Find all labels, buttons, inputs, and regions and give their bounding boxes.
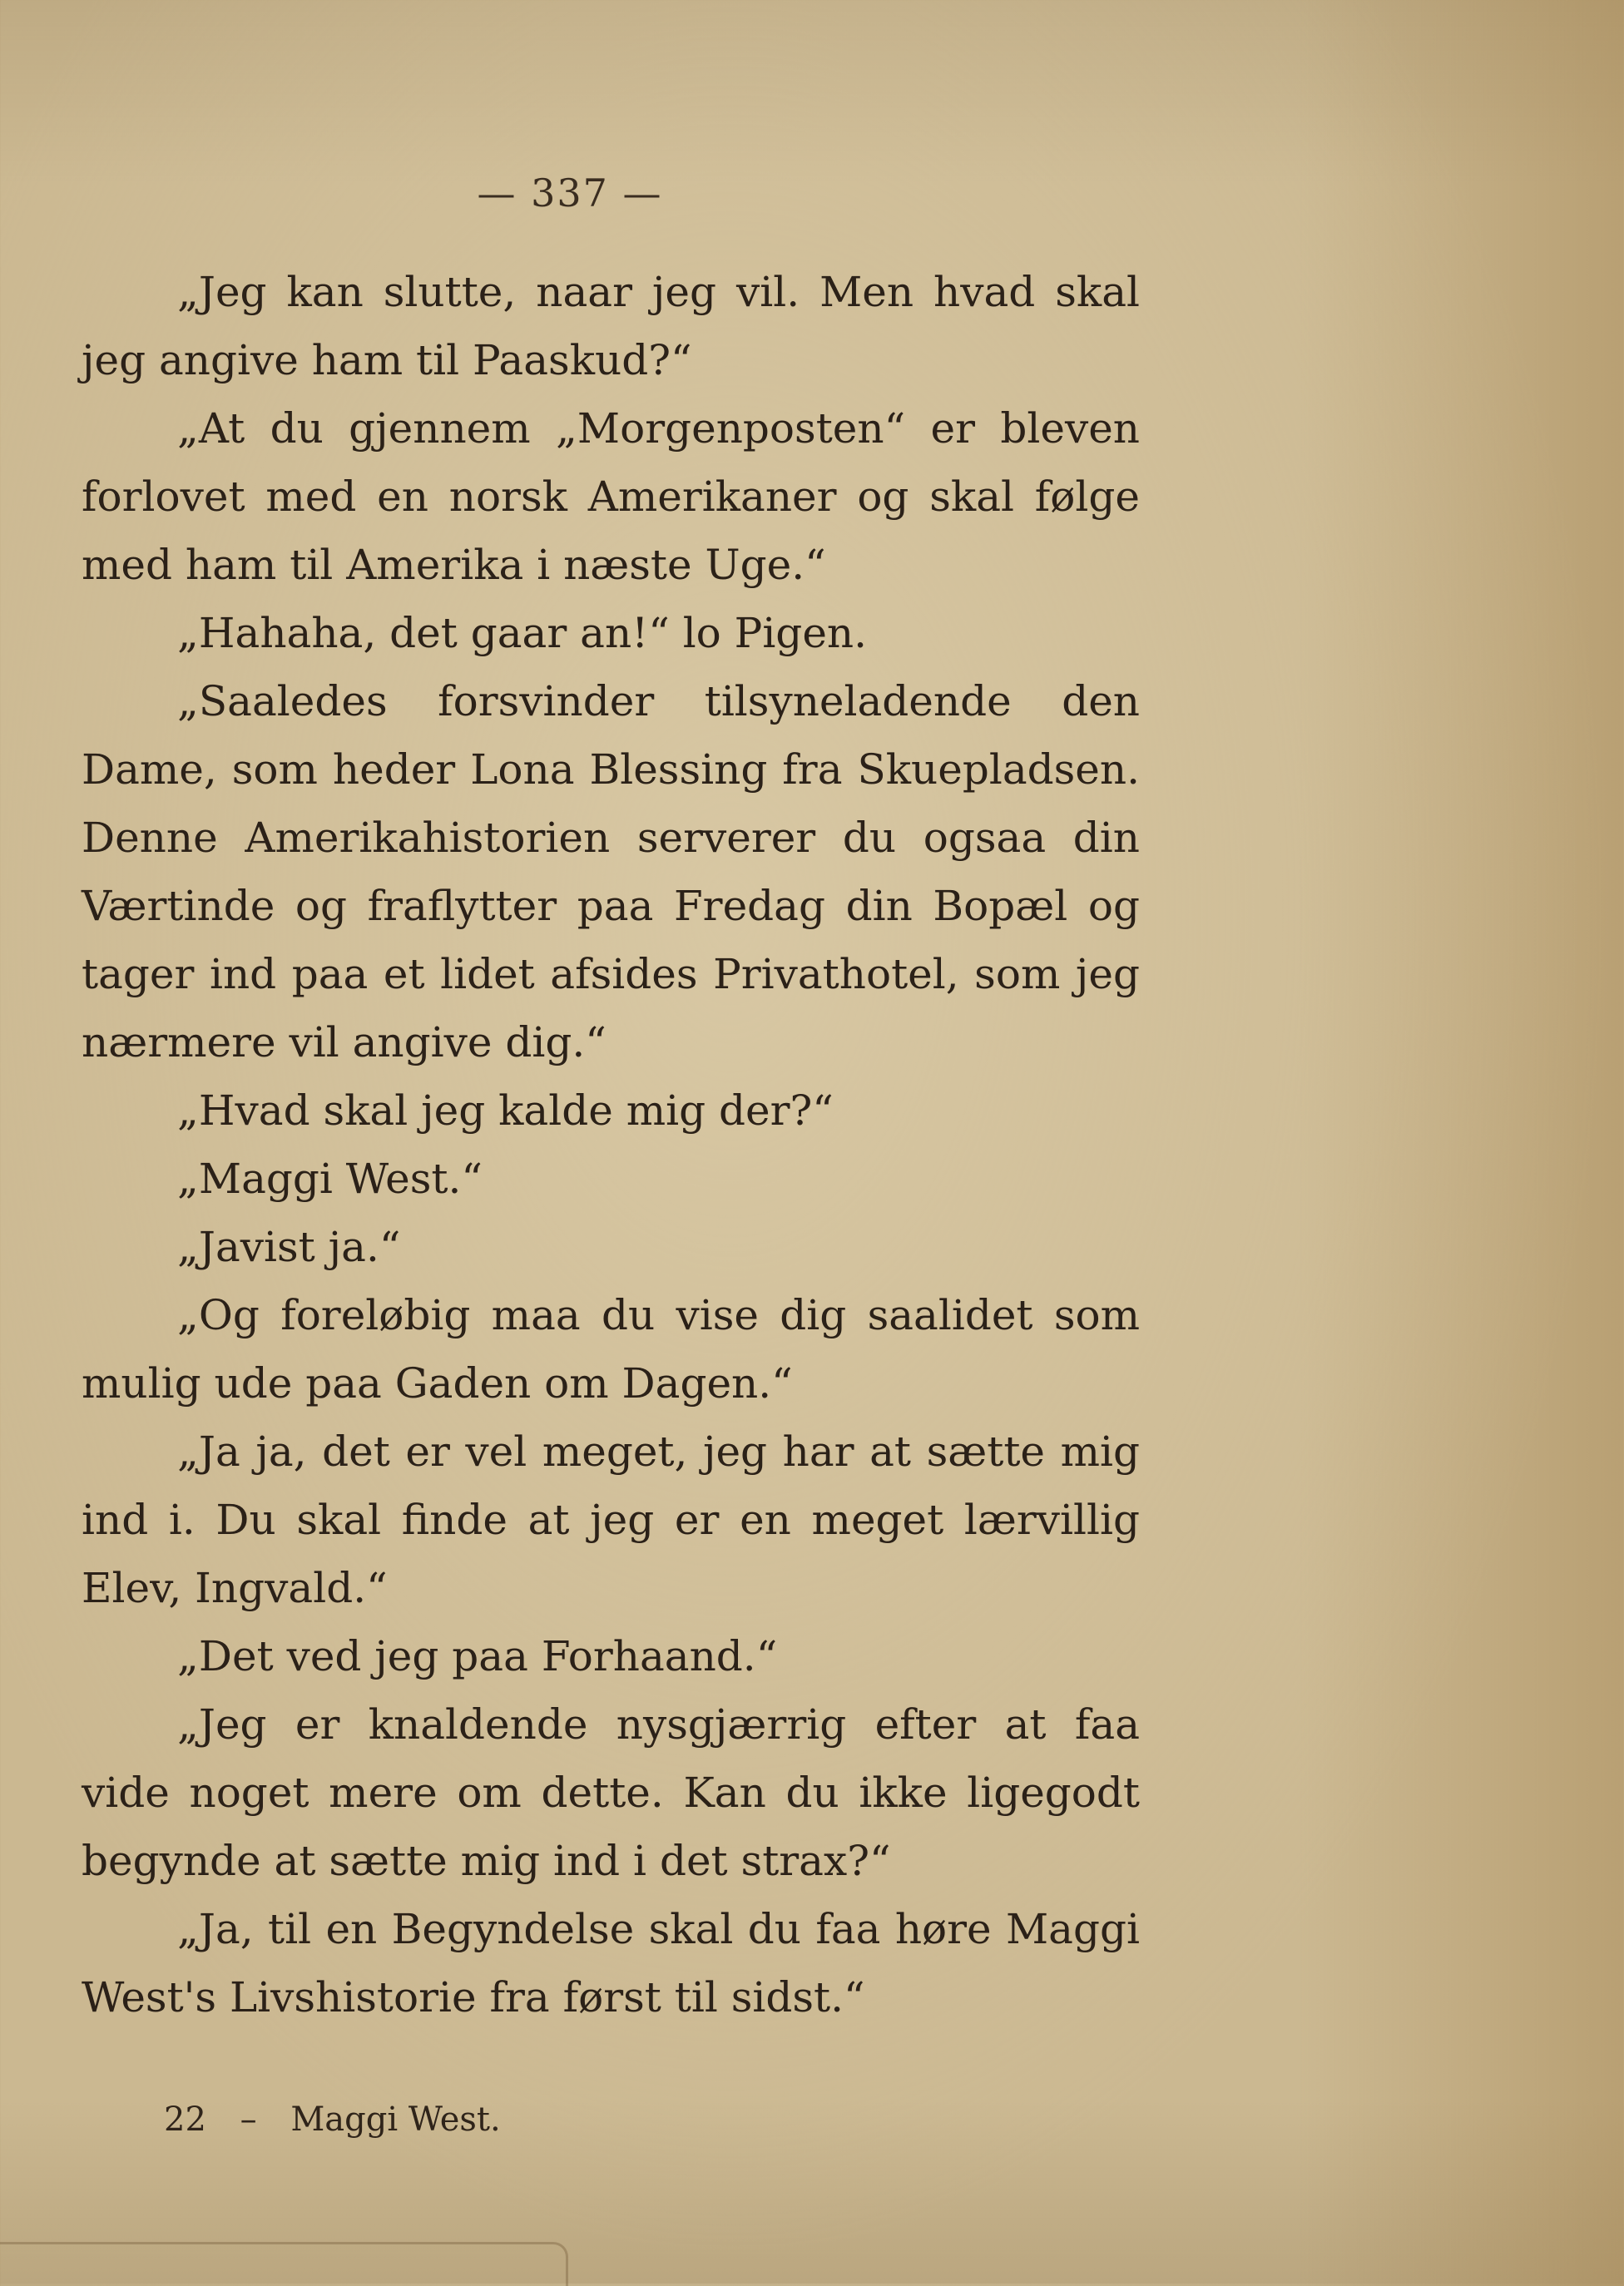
signature-separator: – (240, 2100, 257, 2139)
paragraph: „Det ved jeg paa Forhaand.“ (177, 1632, 778, 1680)
paragraph: „Javist ja.“ (177, 1223, 401, 1271)
paragraph: „Jeg kan slutte, naar jeg vil. Men hvad skal jeg angive ham til Paaskud?“ (82, 268, 1140, 384)
paragraph: „Jeg er knaldende nysgjærrig efter at faa vide noget mere om dette. Kan du ikke ligegodt begynde at sætte mig ind i det strax?“ (82, 1700, 1140, 1885)
paragraph: „Ja ja, det er vel meget, jeg har at sætte mig ind i. Du skal finde at jeg er en meget lærvillig Elev, Ingvald.“ (82, 1428, 1140, 1612)
page-number: — 337 — (477, 171, 663, 215)
paragraph: „At du gjennem „Morgenposten“ er bleven forlovet med en norsk Amerikaner og skal følge med ham til Amerika i næste Uge.“ (82, 404, 1140, 589)
page-fold-edge (0, 2242, 568, 2286)
signature-line (164, 2100, 501, 2139)
paragraph: „Hvad skal jeg kalde mig der?“ (177, 1086, 834, 1135)
paragraph: „Hahaha, det gaar an!“ lo Pigen. (177, 609, 868, 657)
body-text (82, 258, 1140, 2031)
paragraph: „Og foreløbig maa du vise dig saalidet som mulig ude paa Gaden om Dagen.“ (82, 1291, 1140, 1408)
signature-title: Maggi West. (290, 2100, 501, 2139)
paragraph: „Saaledes forsvinder tilsyneladende den Dame, som heder Lona Blessing fra Skuepladsen. Denne Amerikahistorien serverer du ogsaa din Værtinde og fraflytter paa Fredag din Bopæl og tager ind paa et lidet afsides Privathotel, som jeg nærmere vil angive dig.“ (82, 677, 1140, 1066)
paragraph: „Ja, til en Begyndelse skal du faa høre Maggi West's Livshistorie fra først til sidst.“ (82, 1905, 1140, 2021)
paragraph: „Maggi West.“ (177, 1155, 483, 1203)
signature-number: 22 (164, 2100, 206, 2139)
